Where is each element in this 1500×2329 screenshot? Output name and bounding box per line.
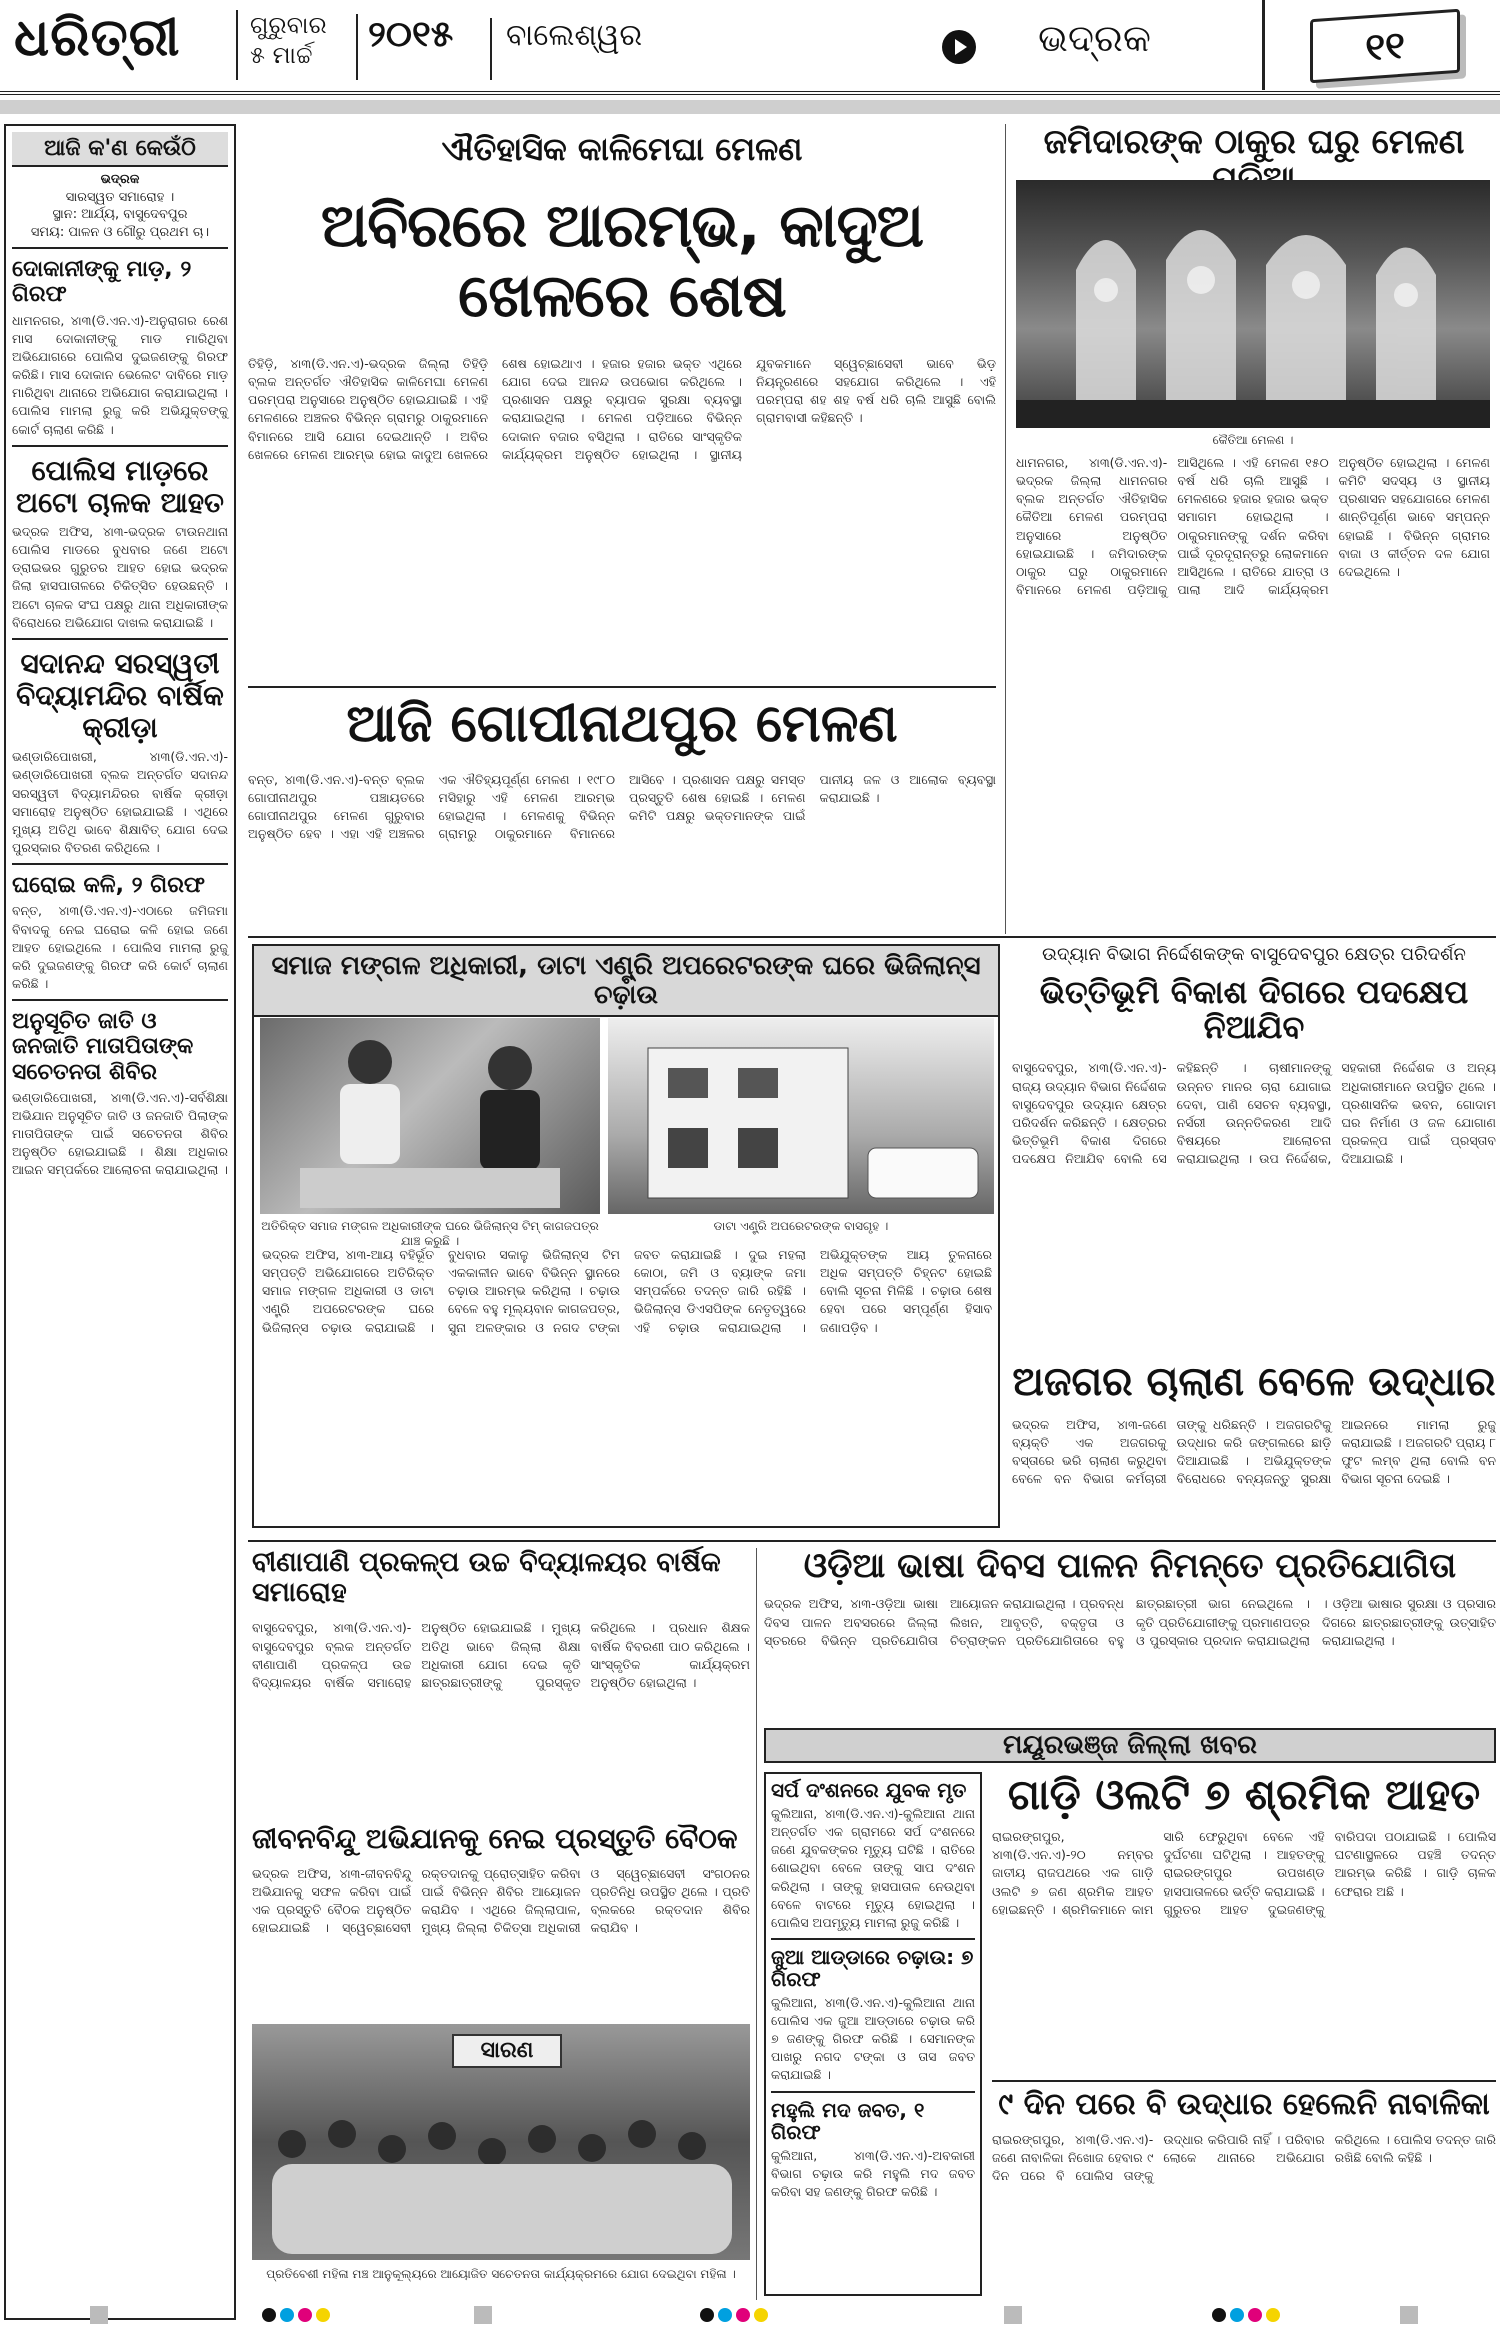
article-body: ବାସୁଦେବପୁର, ୪ା୩(ଡି.ଏନ.ଏ)-ରାଜ୍ୟ ଉଦ୍ୟାନ ବିଭାଗ ନିର୍ଦ୍ଦେଶକ ବାସୁଦେବପୁର ଉଦ୍ୟାନ କ୍ଷେତ୍ର ପରିଦର୍ଶନ କରିଛନ୍ତି । କ୍ଷେତ୍ରର ଭିତ୍ତିଭୂମି ବିକାଶ ଦିଗରେ ପଦକ୍ଷେପ ନିଆଯିବ ବୋଲି ସେ କହିଛନ୍ତି । ଚାଷୀମାନଙ୍କୁ ଉନ୍ନତ ମାନର ଚାରା ଯୋଗାଇ ଦେବା, ପାଣି ସେଚନ ବ୍ୟବସ୍ଥା, ନର୍ସରୀ ଉନ୍ନତିକରଣ ଆଦି ବିଷୟରେ ଆଲୋଚନା କରାଯାଇଥିଲା । ଉପ ନିର୍ଦ୍ଦେଶକ, ସହକାରୀ ନିର୍ଦ୍ଦେଶକ ଓ ଅନ୍ୟ ଅଧିକାରୀମାନେ ଉପସ୍ଥିତ ଥିଲେ । ପ୍ରଶାସନିକ ଭବନ, ଗୋଦାମ ଘର ନିର୍ମାଣ ଓ ଜଳ ଯୋଗାଣ ପ୍ରକଳ୍ପ ପାଇଁ ପ୍ରସ୍ତାବ ଦିଆଯାଇଛି ।: [1012, 1060, 1496, 1166]
section-banner: ମୟୂରଭଞ୍ଜ ଜିଲ୍ଲା ଖବର: [764, 1728, 1496, 1763]
cyan-dot-mark: [718, 2308, 732, 2322]
cyan-dot-mark: [1230, 2308, 1244, 2322]
issue-date-text: ୫ ମାର୍ଚ୍ଚ: [250, 41, 313, 69]
issue-day: ଗୁରୁବାର: [250, 11, 327, 39]
article-headline: ସମାଜ ମଙ୍ଗଳ ଅଧିକାରୀ, ଡାଟା ଏଣ୍ଟ୍ରି ଅପରେଟରଙ୍କ ଘରେ ଭିଜିଲାନ୍ସ ଚଢ଼ାଉ: [254, 946, 998, 1017]
grey-square-mark: [474, 2306, 492, 2324]
article-body: ବାସୁଦେବପୁର, ୪ା୩(ଡି.ଏନ.ଏ)-ବାସୁଦେବପୁର ବ୍ଲକ ଅନ୍ତର୍ଗତ ବୀଣାପାଣି ପ୍ରକଳ୍ପ ଉଚ୍ଚ ବିଦ୍ୟାଳୟର ବାର୍ଷିକ ସମାରୋହ ଅନୁଷ୍ଠିତ ହୋଇଯାଇଛି । ମୁଖ୍ୟ ଅତିଥି ଭାବେ ଜିଲ୍ଲା ଶିକ୍ଷା ଅଧିକାରୀ ଯୋଗ ଦେଇ କୃତି ଛାତ୍ରଛାତ୍ରୀଙ୍କୁ ପୁରସ୍କୃତ କରିଥିଲେ । ପ୍ରଧାନ ଶିକ୍ଷକ ବାର୍ଷିକ ବିବରଣୀ ପାଠ କରିଥିଲେ । ସାଂସ୍କୃତିକ କାର୍ଯ୍ୟକ୍ରମ ଅନୁଷ୍ଠିତ ହୋଇଥିଲା ।: [252, 1620, 750, 1690]
article-body: ବନ୍ତ, ୪ା୩(ଡି.ଏନ.ଏ)-ଏଠାରେ ଜମିଜମା ବିବାଦକୁ ନେଇ ଘରୋଇ କଳି ହୋଇ ଜଣେ ଆହତ ହୋଇଥିଲେ । ପୋଲିସ ମାମଲା ରୁଜୁ କରି ଦୁଇଜଣଙ୍କୁ ଗିରଫ କରି କୋର୍ଟ ଚାଲାଣ କରିଛି ।: [12, 903, 228, 991]
today-line: ସମୟ: ପାଳନ ଓ ଗୌରୁ ପ୍ରଥମ ଚା।: [30, 224, 210, 240]
article-body: ତିହିଡ଼ି, ୪ା୩(ଡି.ଏନ.ଏ)-ଭଦ୍ରକ ଜିଲ୍ଲା ତିହିଡ଼ି ବ୍ଲକ ଅନ୍ତର୍ଗତ ଐତିହାସିକ କାଳିମେଘା ମେଳଣ ପରମ୍ପରା ଅନୁସାରେ ଅନୁଷ୍ଠିତ ହୋଇଯାଇଛି । ଏହି ମେଳଣରେ ଅଞ୍ଚଳର ବିଭିନ୍ନ ଗ୍ରାମରୁ ଠାକୁରମାନେ ବିମାନରେ ଆସି ଯୋଗ ଦେଇଥାନ୍ତି । ଅବିର ଖେଳରେ ମେଳଣ ଆରମ୍ଭ ହୋଇ କାଦୁଅ ଖେଳରେ ଶେଷ ହୋଇଥାଏ । ହଜାର ହଜାର ଭକ୍ତ ଏଥିରେ ଯୋଗ ଦେଇ ଆନନ୍ଦ ଉପଭୋଗ କରିଥିଲେ । ପ୍ରଶାସନ ପକ୍ଷରୁ ବ୍ୟାପକ ସୁରକ୍ଷା ବ୍ୟବସ୍ଥା କରାଯାଇଥିଲା । ମେଳଣ ପଡ଼ିଆରେ ବିଭିନ୍ନ ଦୋକାନ ବଜାର ବସିଥିଲା । ରାତିରେ ସାଂସ୍କୃତିକ କାର୍ଯ୍ୟକ୍ରମ ଅନୁଷ୍ଠିତ ହୋଇଥିଲା । ସ୍ଥାନୀୟ ଯୁବକମାନେ ସ୍ୱେଚ୍ଛାସେବୀ ଭାବେ ଭିଡ଼ ନିୟନ୍ତ୍ରଣରେ ସହଯୋଗ କରିଥିଲେ । ଏହି ପରମ୍ପରା ଶହ ଶହ ବର୍ଷ ଧରି ଚାଲି ଆସୁଛି ବୋଲି ଗ୍ରାମବାସୀ କହିଛନ୍ତି ।: [248, 356, 996, 462]
left-column: [4, 124, 236, 2320]
masthead: [0, 0, 1500, 95]
article-body: ଭଦ୍ରକ ଅଫିସ, ୪ା୩-ଜୀବନବିନ୍ଦୁ ଅଭିଯାନକୁ ସଫଳ କରିବା ପାଇଁ ଏକ ପ୍ରସ୍ତୁତି ବୈଠକ ଅନୁଷ୍ଠିତ ହୋଇଯାଇଛି । ସ୍ୱେଚ୍ଛାସେବୀ ରକ୍ତଦାନକୁ ପ୍ରୋତ୍ସାହିତ କରିବା ପାଇଁ ବିଭିନ୍ନ ଶିବିର ଆୟୋଜନ କରାଯିବ । ଏଥିରେ ଜିଲ୍ଲାପାଳ, ମୁଖ୍ୟ ଜିଲ୍ଲା ଚିକିତ୍ସା ଅଧିକାରୀ ଓ ସ୍ୱେଚ୍ଛାସେବୀ ସଂଗଠନର ପ୍ରତିନିଧି ଉପସ୍ଥିତ ଥିଲେ । ପ୍ରତି ବ୍ଲକରେ ରକ୍ତଦାନ ଶିବିର କରାଯିବ ।: [252, 1865, 750, 1936]
article-headline: ବୀଣାପାଣି ପ୍ରକଳ୍ପ ଉଚ୍ଚ ବିଦ୍ୟାଳୟର ବାର୍ଷିକ ସମାରୋହ: [252, 1547, 721, 1608]
article-headline: ଆଜି ଗୋପୀନାଥପୁର ମେଳଣ: [346, 694, 898, 754]
article-body: କୁଲିଆନା, ୪ା୩(ଡି.ଏନ.ଏ)-ଅବକାରୀ ବିଭାଗ ଚଢ଼ାଉ କରି ମହୁଲି ମଦ ଜବତ କରିବା ସହ ଜଣଙ୍କୁ ଗିରଫ କରିଛି ।: [771, 2147, 975, 2199]
article-kicker: ଉଦ୍ୟାନ ବିଭାଗ ନିର୍ଦ୍ଦେଶକଙ୍କ ବାସୁଦେବପୁର କ୍ଷେତ୍ର ପରିଦର୍ଶନ: [1042, 944, 1466, 965]
house-illustration: [608, 1018, 994, 1214]
missing-minor-article: [992, 2088, 1496, 2296]
article-headline: ଭିତ୍ତିଭୂମି ବିକାଶ ଦିଗରେ ପଦକ୍ଷେପ ନିଆଯିବ: [1039, 973, 1469, 1047]
today-line: ଭଦ୍ରକ: [100, 172, 140, 187]
article-headline: ମହୁଲି ମଦ ଜବତ, ୧ ଗିରଫ: [771, 2097, 925, 2144]
divider: [992, 2080, 1496, 2082]
article-headline: ଦୋକାନୀଙ୍କୁ ମାଡ଼, ୨ ଗିରଫ: [12, 257, 192, 308]
article-headline: ଜୁଆ ଆଡ୍ଡାରେ ଚଢ଼ାଉ: ୭ ଗିରଫ: [771, 1944, 974, 1991]
today-line: ସାରସ୍ୱତ ସମାରୋହ ।: [65, 189, 175, 205]
article-headline: ଓଡ଼ିଆ ଭାଷା ଦିବସ ପାଳନ ନିମନ୍ତେ ପ୍ରତିଯୋଗିତା: [803, 1546, 1457, 1586]
article-body: ଭଦ୍ରକ ଅଫିସ, ୪ା୩-ଆୟ ବହିର୍ଭୂତ ସମ୍ପତ୍ତି ଅଭିଯୋଗରେ ଅତିରିକ୍ତ ସମାଜ ମଙ୍ଗଳ ଅଧିକାରୀ ଓ ଡାଟା ଏଣ୍ଟ୍ରି ଅପରେଟରଙ୍କ ଘରେ ଭିଜିଲାନ୍ସ ଚଢ଼ାଉ କରାଯାଇଛି । ବୁଧବାର ସକାଳୁ ଭିଜିଲାନ୍ସ ଟିମ ଏକକାଳୀନ ଭାବେ ବିଭିନ୍ନ ସ୍ଥାନରେ ଚଢ଼ାଉ ଆରମ୍ଭ କରିଥିଲା । ଚଢ଼ାଉ ବେଳେ ବହୁ ମୂଲ୍ୟବାନ କାଗଜପତ୍ର, ସୁନା ଅଳଙ୍କାର ଓ ନଗଦ ଟଙ୍କା ଜବତ କରାଯାଇଛି । ଦୁଇ ମହଲା କୋଠା, ଜମି ଓ ବ୍ୟାଙ୍କ ଜମା ସମ୍ପର୍କରେ ତଦନ୍ତ ଜାରି ରହିଛି । ଭିଜିଲାନ୍ସ ଡିଏସପିଙ୍କ ନେତୃତ୍ୱରେ ଏହି ଚଢ଼ାଉ କରାଯାଇଥିଲା । ଅଭିଯୁକ୍ତଙ୍କ ଆୟ ତୁଳନାରେ ଅଧିକ ସମ୍ପତ୍ତି ଚିହ୍ନଟ ହୋଇଛି ବୋଲି ସୂଚନା ମିଳିଛି । ଚଢ଼ାଉ ଶେଷ ହେବା ପରେ ସମ୍ପୂର୍ଣ୍ଣ ହିସାବ ଜଣାପଡ଼ିବ ।: [262, 1247, 992, 1335]
article-headline: ସଦାନନ୍ଦ ସରସ୍ୱତୀ ବିଦ୍ୟାମନ୍ଦିର ବାର୍ଷିକ କ୍ରୀଡ଼ା: [16, 646, 224, 745]
jibanabindu-article: [252, 1824, 750, 2300]
article-body: ଭଦ୍ରକ ଅଫିସ, ୪ା୩-ଓଡ଼ିଆ ଭାଷା ଦିବସ ପାଳନ ଅବସରରେ ଜିଲ୍ଲା ସ୍ତରରେ ବିଭିନ୍ନ ପ୍ରତିଯୋଗିତା ଆୟୋଜନ କରାଯାଇଥିଲା । ପ୍ରବନ୍ଧ ଲିଖନ, ଆବୃତ୍ତି, ବକ୍ତୃତା ଓ ଚିତ୍ରାଙ୍କନ ପ୍ରତିଯୋଗିତାରେ ବହୁ ଛାତ୍ରଛାତ୍ରୀ ଭାଗ ନେଇଥିଲେ । କୃତି ପ୍ରତିଯୋଗୀଙ୍କୁ ପ୍ରମାଣପତ୍ର ଓ ପୁରସ୍କାର ପ୍ରଦାନ କରାଯାଇଥିଲା । ଓଡ଼ିଆ ଭାଷାର ସୁରକ୍ଷା ଓ ପ୍ରସାର ଦିଗରେ ଛାତ୍ରଛାତ୍ରୀଙ୍କୁ ଉତ୍ସାହିତ କରାଯାଇଥିଲା ।: [764, 1596, 1496, 1648]
magenta-dot-mark: [298, 2308, 312, 2322]
article-body: କୁଲିଆନା, ୪ା୩(ଡି.ଏନ.ଏ)-କୁଲିଆନା ଥାନା ଅନ୍ତର୍ଗତ ଏକ ଗ୍ରାମରେ ସର୍ପ ଦଂଶନରେ ଜଣେ ଯୁବକଙ୍କର ମୃତ୍ୟୁ ଘଟିଛି । ରାତିରେ ଶୋଇଥିବା ବେଳେ ତାଙ୍କୁ ସାପ ଦଂଶନ କରିଥିଲା । ତାଙ୍କୁ ହାସପାତାଳ ନେଉଥିବା ବେଳେ ବାଟରେ ମୃତ୍ୟୁ ହୋଇଥିଲା । ପୋଲିସ ଅପମୃତ୍ୟୁ ମାମଲା ରୁଜୁ କରିଛି ।: [771, 1806, 975, 1930]
article-body: ଭଦ୍ରକ ଅଫିସ, ୪ା୩-ଭଦ୍ରକ ଟାଉନଥାନା ପୋଲିସ ମାଡରେ ବୁଧବାର ଜଣେ ଅଟୋ ଡ୍ରାଇଭର ଗୁରୁତର ଆହତ ହୋଇ ଭଦ୍ରକ ଜିଲା ହାସପାତାଳରେ ଚିକିତ୍ସିତ ହେଉଛନ୍ତି । ଅଟୋ ଚାଳକ ସଂଘ ପକ୍ଷରୁ ଥାନା ଅଧିକାରୀଙ୍କ ବିରୋଧରେ ଅଭିଯୋଗ ଦାଖଲ କରାଯାଇଛି ।: [12, 524, 228, 630]
yellow-dot-mark: [316, 2308, 330, 2322]
edition-city: ବାଲେଶ୍ୱର: [490, 18, 642, 80]
photo-caption: ଡାଟା ଏଣ୍ଟ୍ରି ଅପରେଟରଙ୍କ ବାସଗୃହ ।: [713, 1219, 889, 1233]
magenta-dot-mark: [1248, 2308, 1262, 2322]
article-kicker: ଐତିହାସିକ କାଳିମେଘା ମେଳଣ: [441, 130, 803, 168]
article-body: ଭଦ୍ରକ ଅଫିସ, ୪ା୩-ଜଣେ ବ୍ୟକ୍ତି ଏକ ଅଜଗରକୁ ବସ୍ତାରେ ଭରି ଚାଲାଣ କରୁଥିବା ବେଳେ ବନ ବିଭାଗ କର୍ମଚାରୀ ତାଙ୍କୁ ଧରିଛନ୍ତି । ଅଜଗରଟିକୁ ଉଦ୍ଧାର କରି ଜଙ୍ଗଲରେ ଛାଡ଼ି ଦିଆଯାଇଛି । ଅଭିଯୁକ୍ତଙ୍କ ବିରୋଧରେ ବନ୍ୟଜନ୍ତୁ ସୁରକ୍ଷା ଆଇନରେ ମାମଲା ରୁଜୁ କରାଯାଇଛି । ଅଜଗରଟି ପ୍ରାୟ ୮ ଫୁଟ ଲମ୍ବ ଥିଲା ବୋଲି ବନ ବିଭାଗ ସୂଚନା ଦେଇଛି ।: [1012, 1417, 1496, 1487]
mayurbhanj-section: [764, 1728, 1496, 2300]
divider: [12, 247, 228, 249]
article-body: ଭଣ୍ଡାରିପୋଖରୀ, ୪ା୩(ଡି.ଏନ.ଏ)-ସର୍ବଶିକ୍ଷା ଅଭିଯାନ ଅନୁସୂଚିତ ଜାତି ଓ ଜନଜାତି ପିଲାଙ୍କ ମାତାପିତାଙ୍କ ପାଇଁ ସଚେତନତା ଶିବିର ଅନୁଷ୍ଠିତ ହୋଇଯାଇଛି । ଶିକ୍ଷା ଅଧିକାର ଆଇନ ସମ୍ପର୍କରେ ଆଲୋଚନା କରାଯାଇଥିଲା ।: [12, 1089, 228, 1178]
article-headline: ଗାଡ଼ି ଓଲଟି ୭ ଶ୍ରମିକ ଆହତ: [1007, 1770, 1481, 1819]
divider: [12, 999, 228, 1001]
divider: [248, 936, 1496, 938]
article-headline: ସର୍ପ ଦଂଶନରେ ଯୁବକ ମୃତ: [771, 1778, 967, 1802]
cyan-dot-mark: [280, 2308, 294, 2322]
fair-photo: [1016, 180, 1490, 428]
magenta-dot-mark: [736, 2308, 750, 2322]
divider: [12, 863, 228, 865]
binapani-article: [252, 1548, 750, 1818]
header-band: [0, 100, 1500, 114]
article-headline: ଘରୋଇ କଳି, ୨ ଗିରଫ: [12, 873, 205, 899]
article-body: ରାଇରଙ୍ଗପୁର, ୪ା୩(ଡି.ଏନ.ଏ)-୨୦ ନମ୍ବର ଜାତୀୟ ରାଜପଥରେ ଏକ ଗାଡ଼ି ଓଲଟି ୭ ଜଣ ଶ୍ରମିକ ଆହତ ହୋଇଛନ୍ତି । ଶ୍ରମିକମାନେ କାମ ସାରି ଫେରୁଥିବା ବେଳେ ଏହି ଦୁର୍ଘଟଣା ଘଟିଥିଲା । ଆହତଙ୍କୁ ରାଇରଙ୍ଗପୁର ଉପଖଣ୍ଡ ହାସପାତାଳରେ ଭର୍ତ୍ତି କରାଯାଇଛି । ଗୁରୁତର ଆହତ ଦୁଇଜଣଙ୍କୁ ବାରିପଦା ପଠାଯାଇଛି । ପୋଲିସ ଘଟଣାସ୍ଥଳରେ ପହଞ୍ଚି ତଦନ୍ତ ଆରମ୍ଭ କରିଛି । ଗାଡ଼ି ଚାଳକ ଫେରାର ଅଛି ।: [992, 1829, 1496, 1917]
article-headline: ୯ ଦିନ ପରେ ବି ଉଦ୍ଧାର ହେଲେନି ନାବାଳିକା: [998, 2087, 1490, 2122]
kalimegha-article: [248, 124, 996, 686]
officials-illustration: [260, 1018, 600, 1214]
newspaper-logo: ଧରିତ୍ରୀ: [14, 8, 181, 68]
article-body: କୁଲିଆନା, ୪ା୩(ଡି.ଏନ.ଏ)-କୁଲିଆନା ଥାନା ପୋଲିସ ଏକ ଜୁଆ ଆଡ୍ଡାରେ ଚଢ଼ାଉ କରି ୭ ଜଣଙ୍କୁ ଗିରଫ କରିଛି । ସେମାନଙ୍କ ପାଖରୁ ନଗଦ ଟଙ୍କା ଓ ତାସ ଜବତ କରାଯାଇଛି ।: [771, 1994, 975, 2083]
horticulture-article: [1012, 944, 1496, 1344]
grey-square-mark: [1400, 2306, 1418, 2324]
section-title: ଭଦ୍ରକ: [1038, 16, 1151, 60]
black-dot-mark: [262, 2308, 276, 2322]
idol-palanquins-illustration: [1016, 180, 1490, 428]
print-registration-marks: [0, 2302, 1500, 2329]
article-headline: ଅନୁସୂଚିତ ଜାତି ଓ ଜନଜାତି ମାତାପିତାଙ୍କ ସଚେତନତା ଶିବିର: [12, 1009, 194, 1085]
article-headline: ଜୀବନବିନ୍ଦୁ ଅଭିଯାନକୁ ନେଇ ପ୍ରସ୍ତୁତି ବୈଠକ: [252, 1822, 738, 1855]
women-gathering-photo: [252, 2024, 750, 2260]
odia-language-article: [764, 1548, 1496, 1724]
black-dot-mark: [1212, 2308, 1226, 2322]
vigilance-article: [252, 944, 1000, 1528]
article-headline: ପୋଲିସ ମାଡ଼ରେ ଅଟୋ ଚାଳକ ଆହତ: [15, 453, 225, 519]
yellow-dot-mark: [1266, 2308, 1280, 2322]
python-article: [1012, 1360, 1496, 1536]
play-icon: [942, 30, 976, 64]
gopinathpur-article: [248, 694, 996, 934]
mayurbhanj-left-column: [764, 1772, 982, 2296]
divider: [248, 1540, 1496, 1542]
masthead-divider: [1262, 0, 1265, 90]
black-dot-mark: [700, 2308, 714, 2322]
grey-square-mark: [1004, 2306, 1022, 2324]
issue-date: [236, 10, 327, 80]
vigilance-photo-house: [608, 1018, 994, 1214]
column-divider: [1005, 124, 1006, 934]
article-body: ବନ୍ତ, ୪ା୩(ଡି.ଏନ.ଏ)-ବନ୍ତ ବ୍ଲକ ଗୋପୀନାଥପୁର ପଞ୍ଚାୟତରେ ଗୋପୀନାଥପୁର ମେଳଣ ଗୁରୁବାର ଅନୁଷ୍ଠିତ ହେବ । ଏହା ଏହି ଅଞ୍ଚଳର ଏକ ଐତିହ୍ୟପୂର୍ଣ୍ଣ ମେଳଣ । ୧୯୮୦ ମସିହାରୁ ଏହି ମେଳଣ ଆରମ୍ଭ ହୋଇଥିଲା । ମେଳଣକୁ ବିଭିନ୍ନ ଗ୍ରାମରୁ ଠାକୁରମାନେ ବିମାନରେ ଆସିବେ । ପ୍ରଶାସନ ପକ୍ଷରୁ ସମସ୍ତ ପ୍ରସ୍ତୁତି ଶେଷ ହୋଇଛି । ମେଳଣ କମିଟି ପକ୍ଷରୁ ଭକ୍ତମାନଙ୍କ ପାଇଁ ପାନୀୟ ଜଳ ଓ ଆଲୋକ ବ୍ୟବସ୍ଥା କରାଯାଇଛି ।: [248, 772, 996, 842]
vigilance-photo-officer: [260, 1018, 600, 1214]
article-body: ଧାମନଗର, ୪ା୩(ଡି.ଏନ.ଏ)-ଅନୁରାଗର ରେଶ ମାସ ଦୋକାନୀଙ୍କୁ ମାଡ ମାରିଥିବା ଅଭିଯୋଗରେ ପୋଲିସ ଦୁଇଜଣଙ୍କୁ ଗିରଫ କରିଛି। ମାସ ଦୋକାନ ଭେଲେଟ ଦାବିରେ ମାଡ଼ ମାରିଥିବା ଥାନାରେ ଅଭିଯୋଗ କରାଯାଇଥିଲା । ପୋଲିସ ମାମଲା ରୁଜୁ କରି ଅଭିଯୁକ୍ତଙ୍କୁ କୋର୍ଟ ଚାଲାଣ କରିଛି ।: [12, 312, 228, 437]
article-headline: ଅବିରରେ ଆରମ୍ଭ, କାଦୁଅ ଖେଳରେ ଶେଷ: [320, 191, 924, 331]
grey-square-mark: [90, 2306, 108, 2324]
issue-year: ୨୦୧୫: [356, 14, 453, 80]
article-headline: ଅଜଗର ଚାଲାଣ ବେଳେ ଉଦ୍ଧାର: [1012, 1359, 1496, 1405]
yellow-dot-mark: [754, 2308, 768, 2322]
article-body: ଧାମନଗର, ୪ା୩(ଡି.ଏନ.ଏ)-ଭଦ୍ରକ ଜିଲ୍ଲା ଧାମନଗର ବ୍ଲକ ଅନ୍ତର୍ଗତ ଐତିହାସିକ କୈତିଆ ମେଳଣ ପରମ୍ପରା ଅନୁସାରେ ଅନୁଷ୍ଠିତ ହୋଇଯାଇଛି । ଜମିଦାରଙ୍କ ଠାକୁର ଘରୁ ଠାକୁରମାନେ ବିମାନରେ ମେଳଣ ପଡ଼ିଆକୁ ଆସିଥିଲେ । ଏହି ମେଳଣ ୧୫୦ ବର୍ଷ ଧରି ଚାଲି ଆସୁଛି । ମେଳଣରେ ହଜାର ହଜାର ଭକ୍ତ ସମାଗମ ହୋଇଥିଲା । ଠାକୁରମାନଙ୍କୁ ଦର୍ଶନ କରିବା ପାଇଁ ଦୂରଦୂରାନ୍ତରୁ ଲୋକମାନେ ଆସିଥିଲେ । ରାତିରେ ଯାତ୍ରା ଓ ପାଲା ଆଦି କାର୍ଯ୍ୟକ୍ରମ ଅନୁଷ୍ଠିତ ହୋଇଥିଲା । ମେଳଣ କମିଟି ସଦସ୍ୟ ଓ ସ୍ଥାନୀୟ ପ୍ରଶାସନ ସହଯୋଗରେ ମେଳଣ ଶାନ୍ତିପୂର୍ଣ୍ଣ ଭାବେ ସମ୍ପନ୍ନ ହୋଇଛି । ବିଭିନ୍ନ ଗ୍ରାମର ବାଜା ଓ କୀର୍ତ୍ତନ ଦଳ ଯୋଗ ଦେଇଥିଲେ ।: [1016, 455, 1490, 597]
page-number: ୧୧: [1310, 9, 1460, 83]
divider: [248, 686, 996, 688]
divider: [12, 445, 228, 447]
today-line: ସ୍ଥାନ: ଆର୍ଯ୍ୟ, ବାସୁଦେବପୁର: [52, 207, 188, 223]
article-body: ଭଣ୍ଡାରିପୋଖରୀ, ୪ା୩(ଡି.ଏନ.ଏ)-ଭଣ୍ଡାରିପୋଖରୀ ବ୍ଲକ ଅନ୍ତର୍ଗତ ସଦାନନ୍ଦ ସରସ୍ୱତୀ ବିଦ୍ୟାମନ୍ଦିରର ବାର୍ଷିକ କ୍ରୀଡ଼ା ସମାରୋହ ଅନୁଷ୍ଠିତ ହୋଇଯାଇଛି । ଏଥିରେ ମୁଖ୍ୟ ଅତିଥି ଭାବେ ଶିକ୍ଷାବିତ୍ ଯୋଗ ଦେଇ ପୁରସ୍କାର ବିତରଣ କରିଥିଲେ ।: [12, 749, 228, 855]
column-divider: [756, 1548, 757, 2300]
photo-caption: ଅତିରିକ୍ତ ସମାଜ ମଙ୍ଗଳ ଅଧିକାରୀଙ୍କ ଘରେ ଭିଜିଲାନ୍ସ ଟିମ୍ କାଗଜପତ୍ର ଯାଞ୍ଚ କରୁଛି ।: [261, 1219, 599, 1248]
divider: [771, 1938, 975, 1940]
banner-text: ସାରଣ: [452, 2034, 562, 2068]
article-headline: ଜମିଦାରଙ୍କ ଠାକୁର ଘରୁ ମେଳଣ: [1043, 122, 1465, 162]
divider: [12, 638, 228, 640]
photo-caption: ପ୍ରତିବେଶୀ ମହିଳା ମଞ୍ଚ ଆନୁକୂଲ୍ୟରେ ଆୟୋଜିତ ସଚେତନତା କାର୍ଯ୍ୟକ୍ରମରେ ଯୋଗ ଦେଇଥିବା ମହିଳା ।: [266, 2267, 736, 2281]
today-box-title: ଆଜି କ'ଣ କେଉଁଠି: [12, 132, 228, 167]
photo-caption: କୈତିଆ ମେଳଣ ।: [1212, 433, 1294, 447]
jamidar-article: [1012, 124, 1496, 934]
divider: [771, 2091, 975, 2093]
accident-article: [992, 1772, 1496, 2072]
article-body: ରାଇରଙ୍ଗପୁର, ୪ା୩(ଡି.ଏନ.ଏ)-ଜଣେ ନାବାଳିକା ନିଖୋଜ ହେବାର ୯ ଦିନ ପରେ ବି ପୋଲିସ ତାଙ୍କୁ ଉଦ୍ଧାର କରିପାରି ନାହିଁ । ପରିବାର ଲୋକେ ଥାନାରେ ଅଭିଯୋଗ କରିଥିଲେ । ପୋଲିସ ତଦନ୍ତ ଜାରି ରଖିଛି ବୋଲି କହିଛି ।: [992, 2132, 1496, 2184]
